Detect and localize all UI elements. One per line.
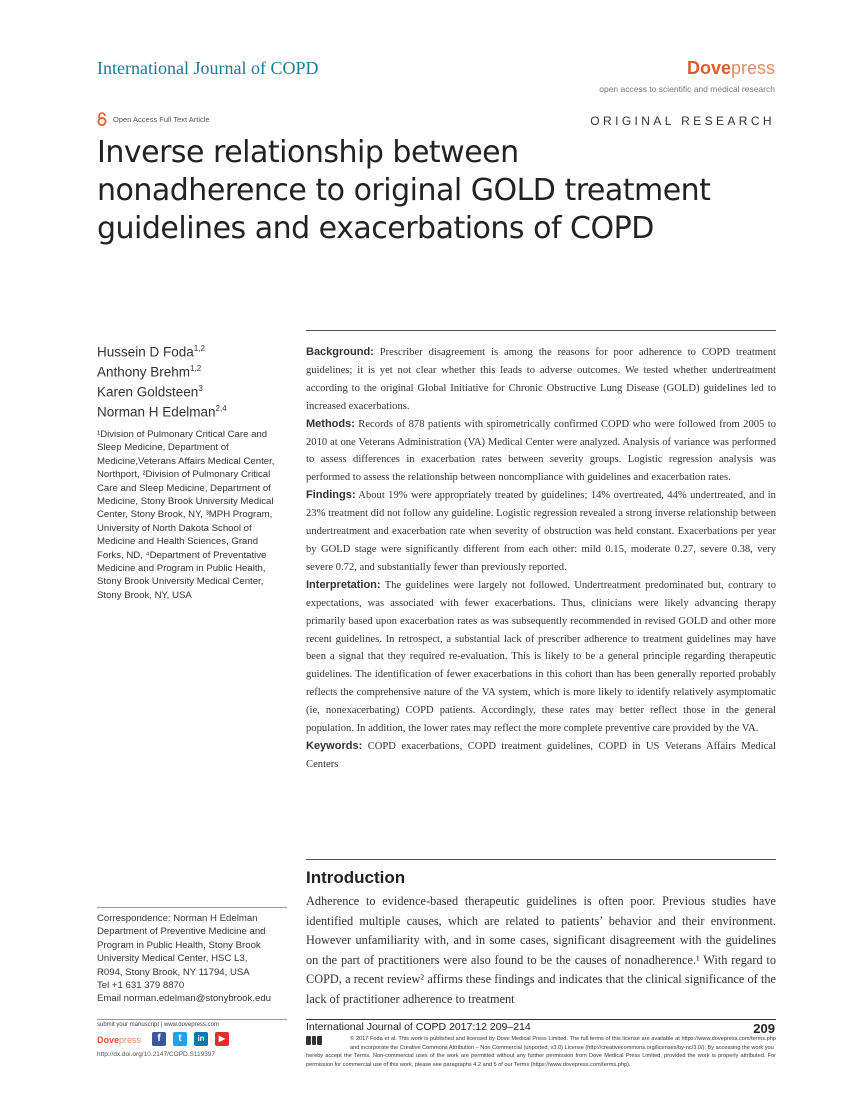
open-access-label: Open Access Full Text Article	[113, 114, 210, 124]
author-name: Norman H Edelman	[97, 404, 216, 420]
abstract	[306, 344, 776, 774]
twitter-icon[interactable]: t	[173, 1032, 187, 1046]
dovepress-logo[interactable]	[687, 58, 775, 79]
introduction-text: Adherence to evidence-based therapeutic guidelines is often poor. Previous studies have identified multiple causes, which are related to patients’ behavior and their environment. However unfamiliarity with, and in some cases, significant disagreement with the guidelines on the part of practitioners were also found to be the causes of nonadherence.¹ With regard to COPD, a recent review² affirms these findings and indicates that the clinical significance of the lack of practitioner adherence to treatment	[306, 894, 776, 1006]
interpretation-text: The guidelines were largely not followed. Undertreatment predominated but, contrary to expectations, was associated with fewer exacerbations. Thus, clinicians were likely advancing therapy primarily based upon exacerbation rates as was subsequently recommended in revised GOLD and other more recent guidelines. In retrospect, a substantial lack of prescriber adherence to treatment guidelines may have been a signal that they required re-evaluation. This is likely to be a general principle regarding therapeutic guidelines. The identification of fewer exacerbations in this cohort than has been generally reported probably reflects the comprehensive nature of the VA system, which is more likely to identify relatively asymptomatic (ie, nonexacerbating) COPD patients. Accordingly, these rates may better reflect those in the general population. In addition, the lower rates may reflect the more complete preventive care provided by the VA.	[306, 579, 776, 735]
youtube-icon[interactable]: ▶	[215, 1032, 229, 1046]
introduction-rule	[306, 859, 776, 860]
correspondence-divider	[97, 907, 287, 908]
open-access-badge	[97, 112, 210, 126]
correspondence-line: R094, Stony Brook, NY 11794, USA	[97, 966, 250, 978]
linkedin-icon[interactable]: in	[194, 1032, 208, 1046]
findings-text: About 19% were appropriately treated by guidelines; 14% overtreated, 44% undertreated, and in 23% treatment did not follow any guideline. Logistic regression revealed a strong inverse relationship between undertreatment and exacerbation rate when severity of obstruction was held constant. Exacerbations per year by GOLD stage were significantly different from each other: mild 0.15, moderate 0.27, severe 0.38, very severe 0.72, and substantially fewer than previously reported.	[306, 490, 776, 573]
footer-dovepress-logo[interactable]	[97, 1035, 141, 1045]
brand-dove: Dove	[686, 58, 731, 78]
article-section-label: ORIGINAL RESEARCH	[590, 114, 775, 128]
correspondence-line: Tel +1 631 379 8870	[97, 980, 185, 992]
correspondence-line: Correspondence: Norman H Edelman	[97, 913, 258, 924]
correspondence-email[interactable]: Email norman.edelman@stonybrook.edu	[97, 993, 271, 1005]
abstract-top-rule	[306, 330, 776, 331]
author-affil-sup: 3	[198, 384, 203, 393]
creative-commons-icon	[306, 1036, 322, 1045]
keywords-text: COPD exacerbations, COPD treatment guidelines, COPD in US Veterans Affairs Medical Centers	[306, 740, 776, 770]
footer-brand-press: press	[119, 1035, 142, 1045]
author-affil-sup: 1,2	[193, 344, 205, 353]
page-number: 209	[753, 1021, 775, 1036]
background-label: Background:	[306, 346, 374, 358]
findings-label: Findings:	[306, 489, 356, 502]
open-access-icon	[97, 112, 107, 126]
correspondence-line: University Medical Center, HSC L3,	[97, 953, 248, 965]
author-name: Anthony Brehm	[97, 364, 191, 380]
author-1	[97, 344, 205, 360]
facebook-icon[interactable]: f	[152, 1032, 166, 1046]
author-affil-sup: 1,2	[190, 364, 202, 373]
journal-name: International Journal of COPD	[97, 58, 319, 78]
interpretation-label: Interpretation:	[306, 578, 381, 591]
publisher-tagline: open access to scientific and medical research	[599, 84, 775, 94]
author-affil-sup: 2,4	[215, 404, 227, 413]
license-text-continued: hereby accept the Terms. Non-commercial uses of the work are permitted without any further permission from Dove Medical Press Limited, provided the work is properly attributed. For permission for commercial use of this work, please see paragraphs 4.2 and 5 of our Terms (https://www.dovepress.com/terms.php).	[306, 1053, 776, 1068]
abstract-background	[306, 344, 776, 416]
footer-left-rule	[97, 1019, 287, 1020]
keywords-label: Keywords:	[306, 739, 363, 752]
footer-brand-dove: Dove	[97, 1035, 120, 1045]
correspondence-line: Program in Public Health, Stony Brook	[97, 939, 261, 951]
footer-journal-citation: International Journal of COPD 2017:12 209–214	[306, 1021, 531, 1033]
correspondence-line: Department of Preventive Medicine and	[97, 926, 266, 938]
introduction-heading: Introduction	[306, 868, 406, 887]
abstract-keywords	[306, 738, 776, 774]
correspondence	[97, 912, 297, 1006]
author-4	[97, 404, 227, 420]
affiliations: ¹Division of Pulmonary Critical Care and Sleep Medicine, Department of Medicine,Veterans Affairs Medical Center, Northport, ²Division of Pulmonary Critical Care and Sleep Medicine, Department of Medicine, Stony Brook University Medical Center, Stony Brook, NY, ³MPH Program, University of North Dakota School of Medicine and Health Sciences, Grand Forks, ND, ⁴Department of Preventative Medicine and Program in Public Health, Stony Brook University Medical Center, Stony Brook, NY, USA	[97, 429, 275, 601]
social-links	[152, 1032, 229, 1046]
author-2	[97, 364, 201, 380]
license-text: © 2017 Foda et al. This work is published and licensed by Dove Medical Press Limited. The full terms of this license are available at https://www.dovepress.com/terms.php and incorporate the Creative Commons Attribution – Non Commercial (unported, v3.0) License (http://creativecommons.org/licenses/by-nc/3.0/). By accessing the work you	[350, 1036, 776, 1051]
abstract-methods	[306, 416, 776, 488]
footer-rule	[306, 1019, 776, 1020]
doi-link[interactable]: http://dx.doi.org/10.2147/COPD.S119397	[97, 1051, 216, 1058]
abstract-findings	[306, 487, 776, 577]
author-3	[97, 384, 203, 400]
brand-press: press	[730, 58, 775, 78]
author-name: Karen Goldsteen	[97, 384, 199, 400]
submit-manuscript-link[interactable]: submit your manuscript | www.dovepress.com	[97, 1022, 219, 1028]
methods-label: Methods:	[306, 417, 355, 430]
background-text: Prescriber disagreement is among the reasons for poor adherence to COPD treatment guidelines; it is yet not clear whether this leads to adverse outcomes. We tested whether undertreatment according to the original Global Initiative for Chronic Obstructive Lung Disease (GOLD) guidelines led to increased exacerbations.	[306, 347, 776, 412]
article-title: Inverse relationship between nonadherence to original GOLD treatment guidelines and exacerbations of COPD	[97, 135, 711, 246]
abstract-interpretation	[306, 577, 776, 738]
author-name: Hussein D Foda	[97, 344, 194, 360]
methods-text: Records of 878 patients with spirometrically confirmed COPD who were followed from 2005 to 2010 at one Veterans Administration (VA) Medical Center were analyzed. Analysis of variance was performed to assess differences in exacerbation rates between severity groups. Logistic regression analysis was performed to assess the relationship between noncompliance with guidelines and exacerbation rates.	[306, 418, 776, 484]
